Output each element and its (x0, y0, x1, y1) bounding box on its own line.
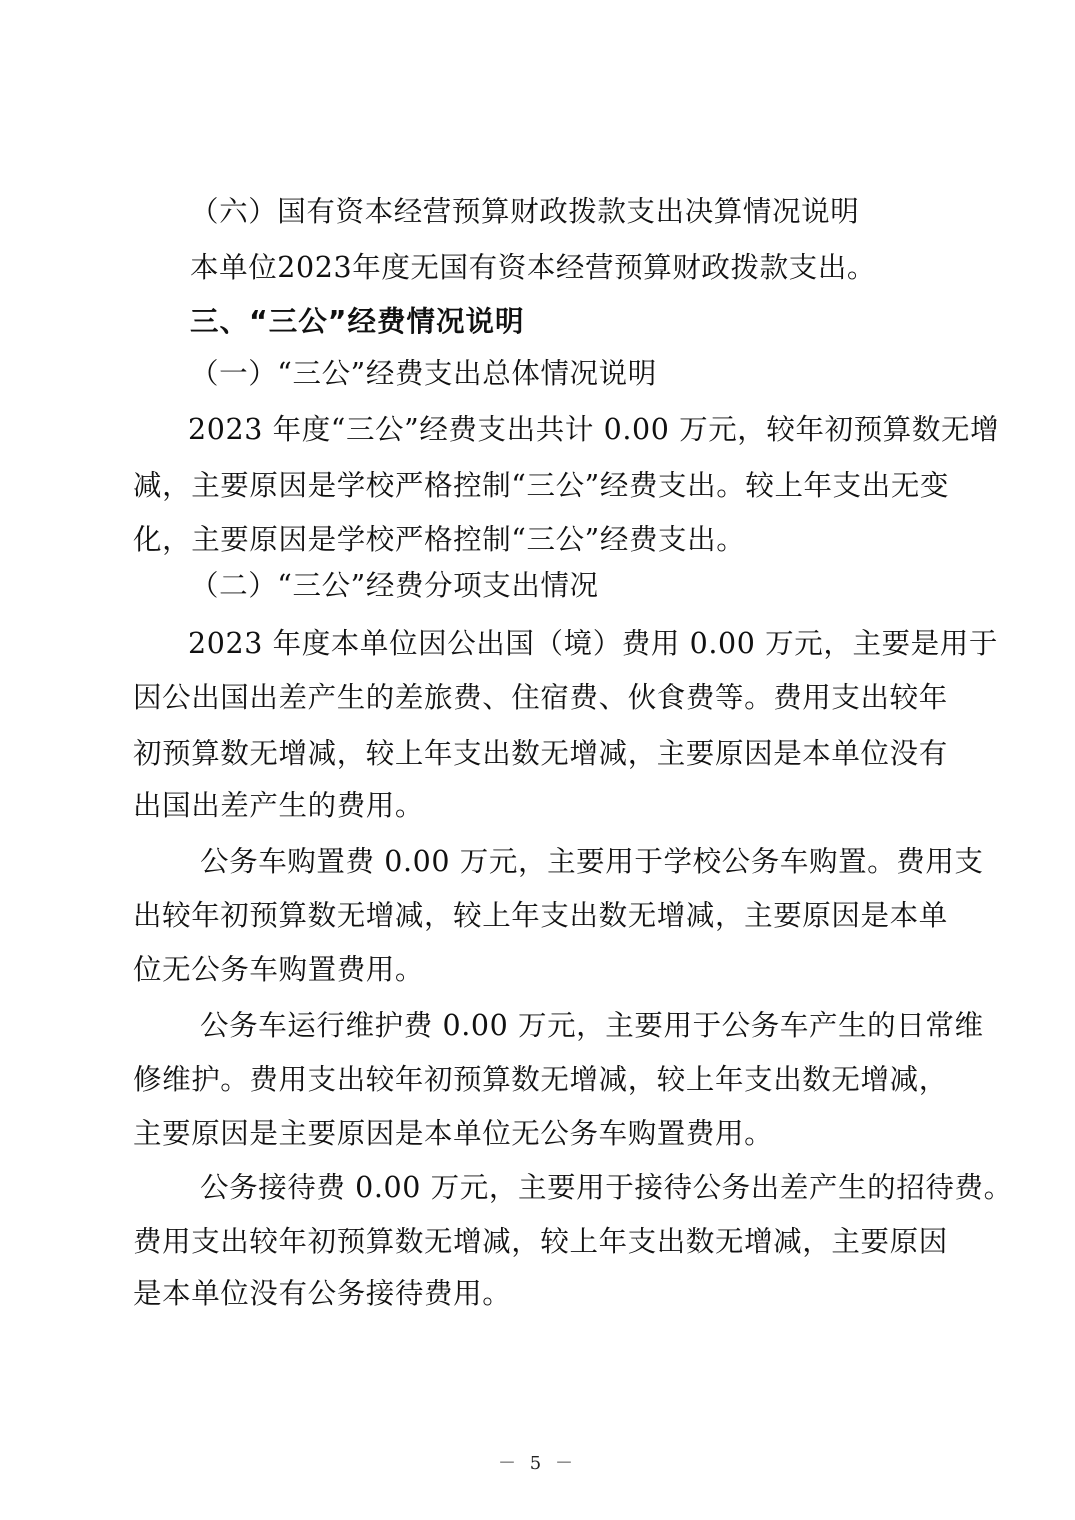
paragraph-line: 因公出国出差产生的差旅费、住宿费、伙食费等。费用支出较年 (133, 681, 948, 714)
paragraph-line: 公务车运行维护费 0.00 万元，主要用于公务车产生的日常维 (200, 1009, 984, 1042)
paragraph-line: 2023 年度本单位因公出国（境）费用 0.00 万元，主要是用于 (188, 627, 998, 660)
paragraph-line: 出国出差产生的费用。 (133, 789, 425, 822)
paragraph-line: 是本单位没有公务接待费用。 (133, 1277, 512, 1310)
paragraph-line: 公务车购置费 0.00 万元，主要用于学校公务车购置。费用支 (200, 845, 984, 878)
paragraph-line: 化，主要原因是学校严格控制“三公”经费支出。 (133, 523, 746, 556)
paragraph-line: 初预算数无增减，较上年支出数无增减，主要原因是本单位没有 (133, 737, 948, 770)
paragraph-line: 修维护。费用支出较年初预算数无增减，较上年支出数无增减， (133, 1063, 948, 1096)
page-number: － 5 － (498, 1453, 577, 1474)
subheading-overall: （一）“三公”经费支出总体情况说明 (190, 357, 657, 390)
subheading-itemized: （二）“三公”经费分项支出情况 (190, 569, 599, 602)
paragraph-line: 主要原因是主要原因是本单位无公务车购置费用。 (133, 1117, 774, 1150)
paragraph-line: 位无公务车购置费用。 (133, 953, 425, 986)
paragraph-line: 本单位2023年度无国有资本经营预算财政拨款支出。 (190, 251, 877, 284)
paragraph-line: 费用支出较年初预算数无增减，较上年支出数无增减，主要原因 (133, 1225, 948, 1258)
paragraph-line: 2023 年度“三公”经费支出共计 0.00 万元，较年初预算数无增 (188, 413, 1000, 446)
paragraph-line: 减，主要原因是学校严格控制“三公”经费支出。较上年支出无变 (133, 469, 950, 502)
paragraph-line: 公务接待费 0.00 万元，主要用于接待公务出差产生的招待费。 (200, 1171, 1013, 1204)
subheading-state-capital-budget: （六）国有资本经营预算财政拨款支出决算情况说明 (190, 195, 860, 228)
paragraph-line: 出较年初预算数无增减，较上年支出数无增减，主要原因是本单 (133, 899, 948, 932)
section-heading-three-public: 三、“三公”经费情况说明 (190, 305, 525, 338)
